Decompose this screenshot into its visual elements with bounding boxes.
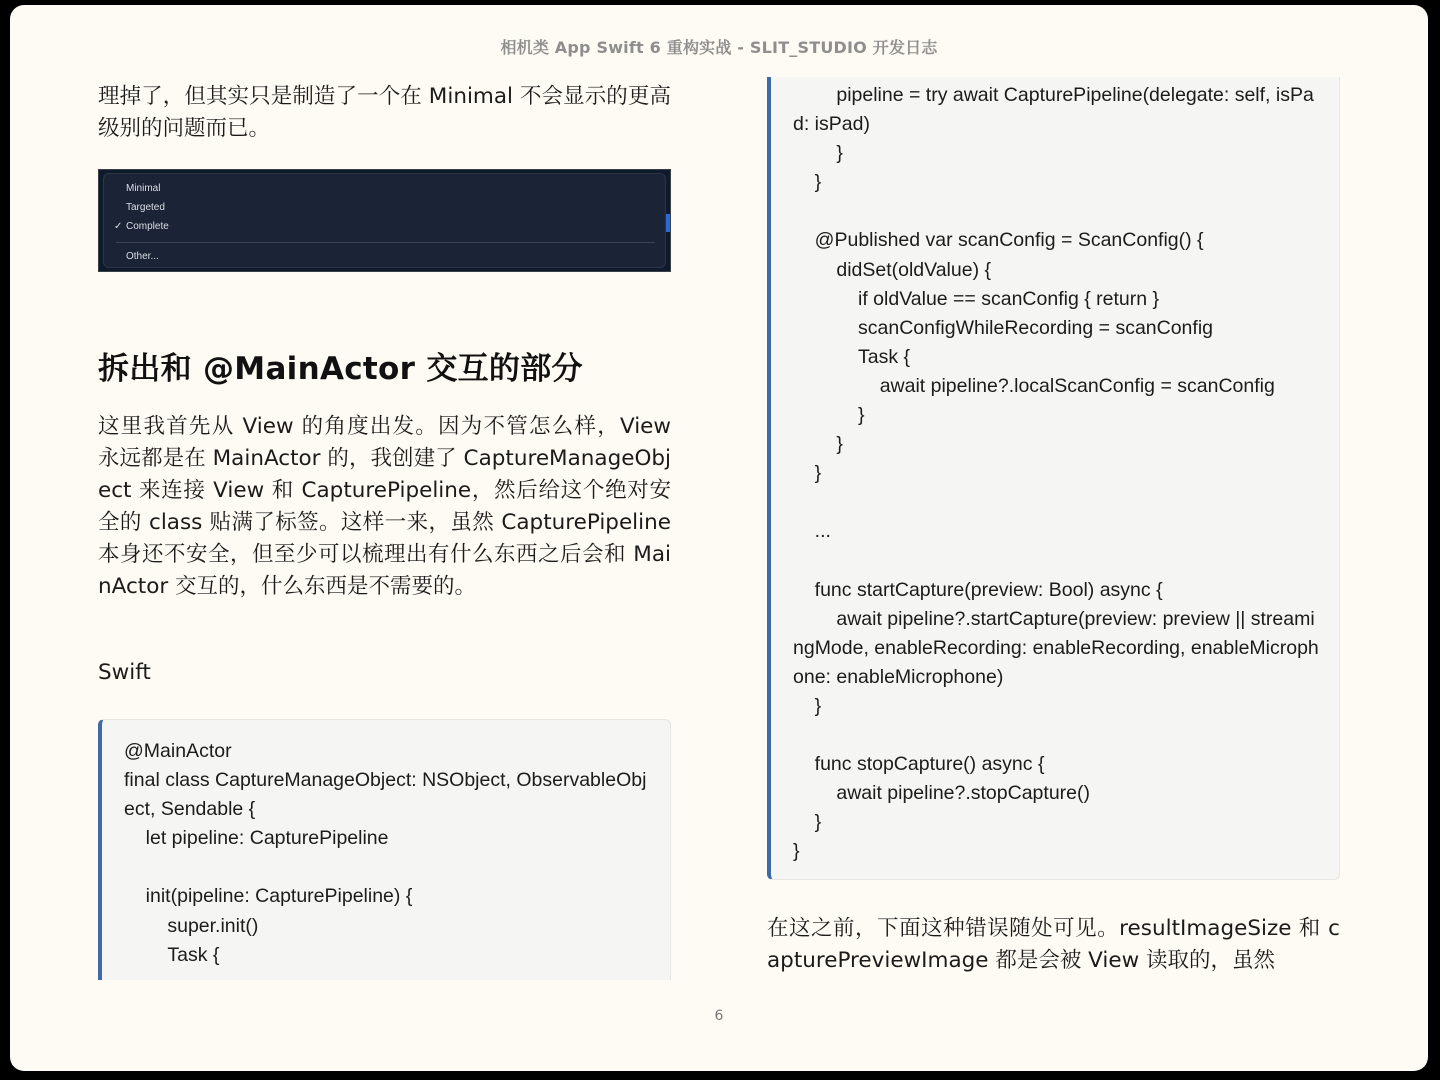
book-page (10, 5, 1428, 1071)
code-block-left (98, 719, 671, 980)
after-code-paragraph: 在这之前，下面这种错误随处可见。resultImageSize 和 capturePreviewImage 都是会被 View 读取的，虽然 (767, 916, 1340, 973)
menu-item-other: Other... (126, 251, 159, 262)
menu-item-minimal: Minimal (126, 183, 161, 194)
code-text-left: @MainActor final class CaptureManageObject: NSObject, ObservableObject, Sendable { let pipeline: CapturePipeline init(pipeline: CapturePipeline) { super.init() Task { (124, 740, 647, 966)
code-block-right (767, 77, 1340, 880)
menu-screenshot (98, 169, 671, 272)
left-column (98, 77, 671, 980)
page-number: 6 (714, 1008, 724, 1024)
menu-item-targeted: Targeted (126, 202, 165, 213)
code-text-right: pipeline = try await CapturePipeline(delegate: self, isPad: isPad) } } @Published var scanConfig = ScanConfig() { didSet(oldValue) { if oldValue == scanConfig { return } scanConfigWhileRecording = scanConfig Task { await pipeline?.localScanConfig = scanConfig } } } ... func startCapture(preview: Bool) async { await pipeline?.startCapture(preview: preview || streamingMode, enableRecording: enableRecording, enableMicrophone: enableMicrophone) } func stopCapture() async { await pipeline?.stopCapture() } } (793, 84, 1319, 863)
section-heading: 拆出和 @MainActor 交互的部分 (98, 351, 583, 387)
intro-paragraph: 理掉了，但其实只是制造了一个在 Minimal 不会显示的更高级别的问题而已。 (98, 84, 671, 141)
dropdown-menu (103, 173, 666, 268)
menu-divider (116, 242, 655, 243)
selection-edge (666, 214, 670, 232)
page-header-title: 相机类 App Swift 6 重构实战 - SLIT_STUDIO 开发日志 (500, 38, 938, 57)
body-paragraph: 这里我首先从 View 的角度出发。因为不管怎么样，View 永远都是在 MainActor 的，我创建了 CaptureManageObject 来连接 View 和 CapturePipeline，然后给这个绝对安全的 class 贴满了标签。这样一来，虽然 CapturePipeline 本身还不安全，但至少可以梳理出有什么东西之后会和 MainActor 交互的，什么东西是不需要的。 (98, 414, 671, 599)
code-language-label: Swift (98, 660, 151, 685)
right-column (767, 77, 1340, 987)
checkmark-icon: ✓ (114, 221, 123, 232)
menu-item-complete: Complete (126, 221, 169, 232)
